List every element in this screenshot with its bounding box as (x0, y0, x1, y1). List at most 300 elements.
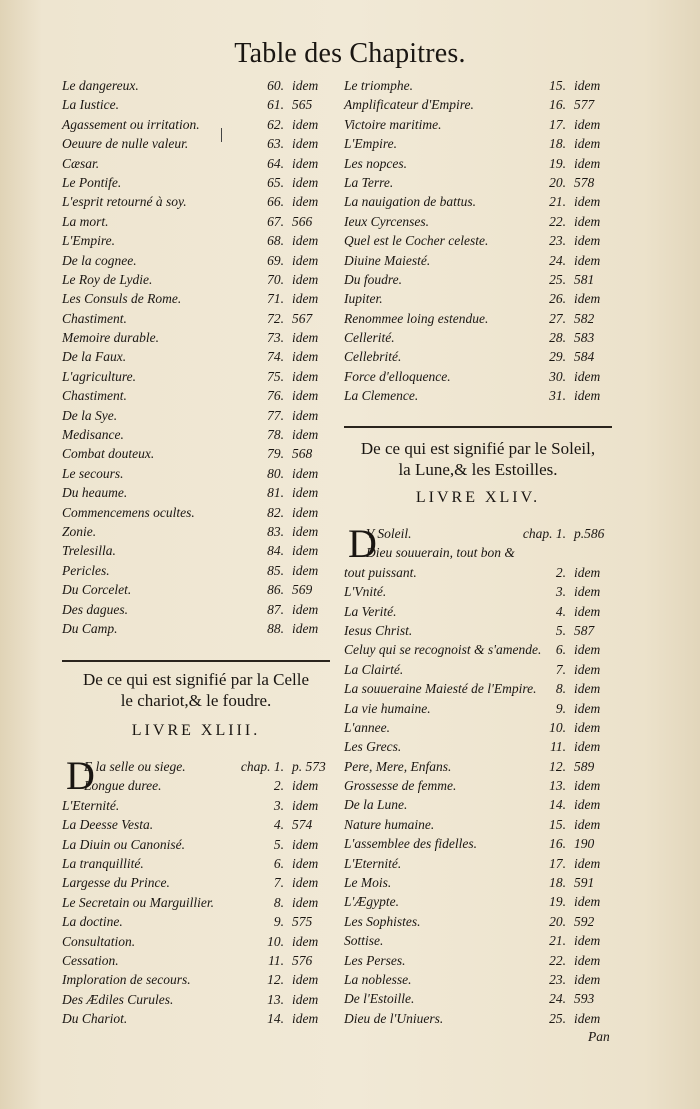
chapter-number: 62. (267, 116, 284, 132)
chapter-number: 76. (267, 388, 284, 404)
toc-entry (62, 580, 334, 599)
entry-title: Force d'elloquence. (344, 368, 451, 384)
page-reference: idem (574, 584, 601, 600)
livre-heading-43: LIVRE XLIII. (131, 722, 261, 739)
entry-title: Agassement ou irritation. (62, 116, 200, 132)
chapter-number: 85. (267, 562, 284, 578)
page-reference: idem (574, 116, 601, 132)
page-reference: idem (574, 971, 601, 987)
toc-entry (62, 757, 334, 776)
entry-title: Memoire durable. (62, 330, 159, 346)
entry-title: Longue duree. (84, 778, 162, 794)
chapter-number: 79. (267, 446, 284, 462)
entry-title: Largesse du Prince. (62, 875, 170, 891)
chapter-number: 10. (549, 719, 566, 735)
toc-entry (344, 892, 616, 911)
entry-title: De la cognee. (62, 252, 137, 268)
toc-entry (62, 444, 334, 463)
toc-entry (62, 951, 334, 970)
entry-title: Renommee loing estendue. (344, 310, 489, 326)
entry-title: La Clairté. (344, 661, 404, 677)
entry-title: La Iustice. (62, 97, 119, 113)
toc-entry (62, 328, 334, 347)
page-reference: idem (574, 778, 601, 794)
livre-heading-44: LIVRE XLIV. (415, 489, 541, 506)
chapter-number: 2. (273, 778, 284, 794)
chapter-number: 24. (549, 252, 566, 268)
entry-title: Du heaume. (62, 485, 128, 501)
page-reference: idem (292, 894, 319, 910)
page-reference: idem (292, 523, 319, 539)
toc-entry (62, 835, 334, 854)
page-title: Table des Chapitres. (234, 38, 466, 69)
entry-title: Les Sophistes. (344, 913, 421, 929)
entry-title: Ieux Cyrcenses. (344, 213, 429, 229)
toc-entry (344, 563, 616, 582)
page-reference: idem (574, 719, 601, 735)
page-reference: 567 (292, 310, 313, 326)
toc-entry (62, 76, 334, 95)
chapter-number: 2. (555, 564, 566, 580)
chapter-number: 9. (273, 914, 284, 930)
chapter-number: 24. (549, 991, 566, 1007)
chapter-number: 20. (549, 174, 566, 190)
entry-title: L'Eternité. (344, 855, 402, 871)
entry-title: La Diuin ou Canonisé. (62, 836, 186, 852)
chapter-number: 3. (555, 584, 566, 600)
page-reference: idem (574, 78, 601, 93)
toc-entry (344, 173, 616, 192)
entry-title: Victoire maritime. (344, 116, 442, 132)
page-reference: idem (574, 368, 601, 384)
page-reference: idem (574, 739, 601, 755)
page-reference: idem (292, 778, 319, 794)
drop-capital: D (348, 521, 377, 566)
page-reference: idem (574, 681, 601, 697)
chapter-number: 6. (273, 855, 284, 871)
chapter-number: 15. (549, 78, 566, 93)
toc-entry (62, 776, 334, 795)
toc-entry (344, 328, 616, 347)
toc-entry (344, 757, 616, 776)
page-reference: 569 (292, 582, 313, 598)
page-reference: 565 (292, 97, 313, 113)
section-44-list (344, 521, 616, 1028)
page-reference: 581 (574, 271, 595, 287)
chapter-number: 82. (267, 504, 284, 520)
entry-title: La vie humaine. (344, 700, 431, 716)
chapter-number: 84. (267, 543, 284, 559)
page-reference: idem (292, 78, 319, 93)
toc-entry (344, 815, 616, 834)
entry-title: De la Faux. (62, 349, 127, 365)
page-reference: 584 (574, 349, 595, 365)
toc-entry (344, 347, 616, 366)
entry-title: Chastiment. (62, 388, 127, 404)
page-reference: 592 (574, 913, 595, 929)
chapter-number: 14. (549, 797, 566, 813)
entry-title: Cæsar. (62, 155, 100, 171)
chapter-number: 23. (549, 233, 566, 249)
toc-entry (62, 251, 334, 270)
section-43-list (62, 753, 334, 1028)
entry-title: Pere, Mere, Enfans. (344, 758, 452, 774)
chapter-number: 8. (555, 681, 566, 697)
chapter-number: 25. (549, 1010, 566, 1026)
entry-title: Imploration de secours. (62, 972, 191, 988)
entry-title: Grossesse de femme. (344, 778, 457, 794)
chapter-number: 17. (549, 855, 566, 871)
entry-title: Le triomphe. (344, 78, 413, 93)
chapter-number: 21. (549, 933, 566, 949)
toc-entry (62, 425, 334, 444)
toc-entry (62, 347, 334, 366)
toc-entry (344, 989, 616, 1008)
page-reference: idem (292, 875, 319, 891)
section-heading-line: le chariot,& le foudre. (120, 691, 272, 710)
page-reference: idem (292, 330, 319, 346)
chapter-number: 18. (549, 875, 566, 891)
chapter-number: 67. (267, 213, 284, 229)
entry-title: La Verité. (344, 603, 397, 619)
chapter-number: 16. (549, 97, 566, 113)
chapter-number: 13. (549, 778, 566, 794)
section-heading-line: De ce qui est signifié par le Soleil, (360, 439, 596, 458)
entry-title: Le Roy de Lydie. (62, 271, 153, 287)
toc-entry (344, 776, 616, 795)
page-reference: idem (292, 368, 319, 384)
toc-entry (62, 95, 334, 114)
entry-title: L'agriculture. (62, 368, 137, 384)
chapter-number: 26. (549, 291, 566, 307)
page-reference: p. 573 (292, 759, 326, 774)
entry-title: Le secours. (62, 465, 124, 481)
chapter-number: 20. (549, 913, 566, 929)
chapter-number: 28. (549, 330, 566, 346)
page-reference: idem (292, 797, 319, 813)
chapter-number: 25. (549, 271, 566, 287)
chapter-number: 71. (267, 291, 284, 307)
toc-entry (344, 134, 616, 153)
entry-title: Iupiter. (344, 291, 383, 307)
chapter-number: 61. (267, 97, 284, 113)
page-reference: p.586 (574, 526, 605, 541)
toc-entry (344, 970, 616, 989)
page-reference: idem (292, 991, 319, 1007)
entry-title: Zonie. (62, 523, 97, 539)
toc-entry (62, 270, 334, 289)
entry-title: La noblesse. (344, 971, 412, 987)
toc-entry (62, 873, 334, 892)
page-reference: idem (574, 155, 601, 171)
entry-title: Cessation. (62, 952, 119, 968)
page-reference: idem (574, 603, 601, 619)
left-chapter-list (62, 76, 334, 638)
entry-title: La souueraine Maiesté de l'Empire. (344, 681, 537, 697)
chapter-number: 77. (267, 407, 284, 423)
toc-entry (62, 619, 334, 638)
page-reference: idem (292, 855, 319, 871)
chapter-number: 23. (549, 971, 566, 987)
chapter-number: 69. (267, 252, 284, 268)
entry-title: E la selle ou siege. (84, 759, 186, 774)
chapter-number: 27. (549, 310, 566, 326)
page-reference: idem (574, 952, 601, 968)
page-reference: idem (292, 601, 319, 617)
chapter-number: 4. (555, 603, 566, 619)
entry-title: Le dangereux. (62, 78, 139, 93)
entry-title: La mort. (62, 213, 109, 229)
toc-entry (344, 660, 616, 679)
section-divider (344, 426, 612, 428)
page-reference: idem (292, 194, 319, 210)
chapter-number: 6. (555, 642, 566, 658)
page-reference: idem (292, 407, 319, 423)
toc-entry (62, 796, 334, 815)
page-reference: 589 (574, 758, 595, 774)
chapter-number: 22. (549, 213, 566, 229)
entry-title: Commencemens ocultes. (62, 504, 195, 520)
section-heading-43 (62, 669, 330, 711)
chapter-number: 9. (555, 700, 566, 716)
toc-entry (62, 893, 334, 912)
page-reference: idem (574, 933, 601, 949)
chapter-number: 10. (267, 933, 284, 949)
entry-title: V Soleil. (366, 526, 412, 541)
entry-title: L'Eternité. (62, 797, 120, 813)
page-reference: 578 (574, 174, 595, 190)
toc-entry (344, 699, 616, 718)
chapter-number: 11. (550, 739, 566, 755)
page-reference: idem (292, 972, 319, 988)
page-reference: idem (292, 252, 319, 268)
chapter-number: 12. (549, 758, 566, 774)
page-reference: idem (574, 136, 601, 152)
page-reference: idem (292, 1011, 319, 1027)
page-reference: idem (574, 642, 601, 658)
page-reference: idem (292, 504, 319, 520)
section-heading-44 (344, 438, 612, 480)
entry-title: Du Corcelet. (62, 582, 132, 598)
chapter-number: 16. (549, 836, 566, 852)
entry-title: La doctine. (62, 914, 123, 930)
entry-title: Les Grecs. (344, 739, 402, 755)
entry-title: L'assemblee des fidelles. (344, 836, 477, 852)
toc-entry (344, 1009, 616, 1028)
entry-title: La Deesse Vesta. (62, 817, 154, 833)
chapter-number: 19. (549, 894, 566, 910)
entry-title: Dieu de l'Uniuers. (344, 1010, 444, 1026)
chapter-number: 11. (268, 952, 284, 968)
chapter-number: chap. 1. (522, 526, 566, 541)
toc-entry (62, 212, 334, 231)
toc-entry (62, 134, 334, 153)
entry-title: De l'Estoille. (344, 991, 415, 1007)
toc-entry (62, 561, 334, 580)
page-reference: 576 (292, 952, 313, 968)
drop-capital: D (66, 753, 95, 798)
entry-title: Du Chariot. (62, 1011, 128, 1027)
page-reference: idem (574, 388, 601, 404)
chapter-number: 65. (267, 174, 284, 190)
entry-title: Pericles. (62, 562, 110, 578)
toc-entry (62, 386, 334, 405)
toc-entry (62, 464, 334, 483)
page-reference: idem (574, 564, 601, 580)
page-reference: idem (574, 894, 601, 910)
page-reference: idem (574, 661, 601, 677)
page-reference: idem (292, 562, 319, 578)
entry-title: La nauigation de battus. (344, 194, 477, 210)
chapter-number: 64. (267, 155, 284, 171)
entry-title: L'Empire. (344, 136, 398, 152)
page-reference: 593 (574, 991, 595, 1007)
toc-entry (62, 854, 334, 873)
chapter-number: 68. (267, 233, 284, 249)
toc-entry (344, 854, 616, 873)
page-reference: idem (292, 136, 319, 152)
toc-entry (344, 95, 616, 114)
entry-title: Trelesilla. (62, 543, 116, 559)
chapter-number: 22. (549, 952, 566, 968)
entry-title: Nature humaine. (344, 816, 435, 832)
page-reference: idem (574, 194, 601, 210)
entry-title: L'Empire. (62, 233, 116, 249)
entry-title: L'esprit retourné à soy. (62, 194, 187, 210)
chapter-number: chap. 1. (240, 759, 284, 774)
chapter-number: 29. (549, 349, 566, 365)
entry-title: La tranquillité. (62, 855, 144, 871)
page-reference: idem (292, 465, 319, 481)
page-reference: idem (292, 620, 319, 636)
chapter-number: 13. (267, 991, 284, 1007)
toc-entry (344, 270, 616, 289)
entry-title: Medisance. (62, 427, 124, 443)
entry-title: Cellerité. (344, 330, 395, 346)
section-divider (62, 660, 330, 662)
chapter-number: 7. (555, 661, 566, 677)
toc-entry (344, 873, 616, 892)
page-reference: idem (292, 836, 319, 852)
chapter-number: 3. (273, 797, 284, 813)
section-heading-line: la Lune,& les Estoilles. (398, 460, 558, 479)
toc-entry (62, 990, 334, 1009)
chapter-number: 87. (267, 601, 284, 617)
chapter-number: 86. (267, 582, 284, 598)
toc-entry (344, 795, 616, 814)
entry-title: Le Secretain ou Marguillier. (62, 894, 214, 910)
entry-title: La Clemence. (344, 388, 419, 404)
page-reference: 568 (292, 446, 313, 462)
chapter-number: 30. (549, 368, 566, 384)
toc-entry (62, 173, 334, 192)
toc-entry (62, 406, 334, 425)
toc-entry (344, 718, 616, 737)
chapter-number: 88. (267, 620, 284, 636)
chapter-number: 21. (549, 194, 566, 210)
page-reference: idem (292, 388, 319, 404)
toc-entry (344, 154, 616, 173)
page-reference: idem (574, 291, 601, 307)
entry-title: Celuy qui se recognoist & s'amende. (344, 642, 542, 658)
toc-entry (62, 600, 334, 619)
toc-entry (344, 602, 616, 621)
toc-entry (62, 503, 334, 522)
toc-entry (62, 289, 334, 308)
toc-entry (62, 154, 334, 173)
chapter-number: 15. (549, 816, 566, 832)
entry-title: Les nopces. (344, 155, 407, 171)
chapter-number: 75. (267, 368, 284, 384)
chapter-number: 31. (549, 388, 566, 404)
page-reference: idem (292, 155, 319, 171)
entry-title: Des dagues. (62, 601, 128, 617)
toc-entry (344, 621, 616, 640)
page-reference: 591 (574, 875, 595, 891)
page-reference: 582 (574, 310, 595, 326)
chapter-number: 70. (267, 271, 284, 287)
toc-entry (344, 231, 616, 250)
chapter-number: 17. (549, 116, 566, 132)
entry-title: Consultation. (62, 933, 136, 949)
entry-title: De la Sye. (62, 407, 118, 423)
page-reference: 587 (574, 622, 595, 638)
chapter-number: 72. (267, 310, 284, 326)
page-reference: idem (574, 252, 601, 268)
entry-title: Les Consuls de Rome. (62, 291, 182, 307)
toc-entry (62, 115, 334, 134)
chapter-number: 63. (267, 136, 284, 152)
entry-title: Dieu souuerain, tout bon & (366, 545, 515, 561)
page-reference: 190 (574, 836, 595, 852)
toc-entry (344, 834, 616, 853)
toc-entry (62, 483, 334, 502)
chapter-number: 7. (273, 875, 284, 891)
entry-title: L'annee. (344, 719, 391, 735)
entry-title: Du Camp. (62, 620, 118, 636)
toc-entry (62, 367, 334, 386)
toc-entry (344, 386, 616, 405)
toc-entry (62, 231, 334, 250)
entry-title: Combat douteux. (62, 446, 155, 462)
chapter-number: 14. (267, 1011, 284, 1027)
toc-entry (62, 932, 334, 951)
toc-entry (344, 309, 616, 328)
page-reference: idem (574, 233, 601, 249)
entry-title: L'Vnité. (344, 584, 387, 600)
chapter-number: 80. (267, 465, 284, 481)
entry-title: Oeuure de nulle valeur. (62, 136, 189, 152)
entry-title: L'Ægypte. (344, 894, 400, 910)
chapter-number: 12. (267, 972, 284, 988)
entry-title: Cellebrité. (344, 349, 402, 365)
chapter-number: 60. (267, 78, 284, 93)
page-reference: idem (574, 855, 601, 871)
page-reference: idem (292, 543, 319, 559)
entry-title: Diuine Maiesté. (344, 252, 431, 268)
toc-entry (344, 367, 616, 386)
entry-title: tout puissant. (344, 564, 417, 580)
chapter-number: 19. (549, 155, 566, 171)
page-reference: idem (292, 349, 319, 365)
chapter-number: 81. (267, 485, 284, 501)
chapter-number: 73. (267, 330, 284, 346)
toc-entry (344, 251, 616, 270)
page-reference: idem (574, 816, 601, 832)
toc-entry (344, 524, 616, 543)
page-reference: idem (574, 797, 601, 813)
entry-title: De la Lune. (344, 797, 408, 813)
